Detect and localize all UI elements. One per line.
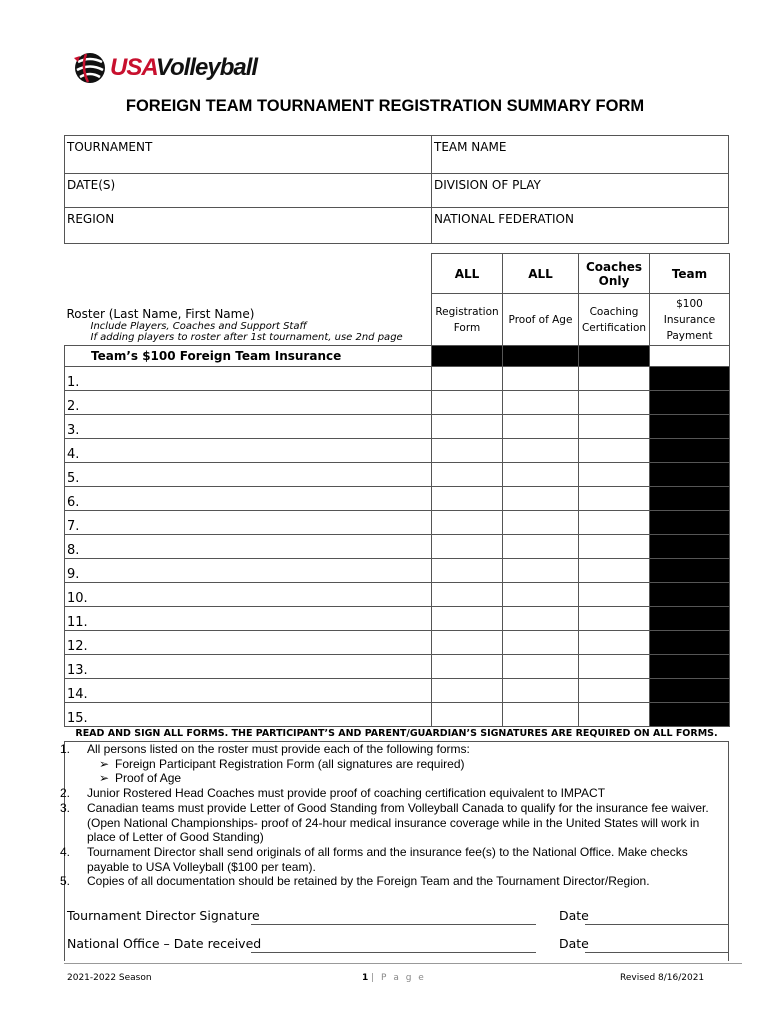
no-received-line[interactable]	[251, 952, 536, 953]
checkbox-cell[interactable]	[503, 679, 579, 703]
roster-row	[65, 655, 730, 679]
blacked-cell	[650, 655, 730, 679]
checkbox-cell[interactable]	[579, 679, 650, 703]
roster-table	[64, 253, 730, 727]
blacked-cell	[432, 346, 503, 367]
roster-row	[65, 583, 730, 607]
checkbox-cell[interactable]	[579, 391, 650, 415]
roster-name-cell[interactable]: 3.	[65, 415, 432, 439]
signature-section	[64, 905, 729, 961]
checkbox-cell[interactable]	[432, 391, 503, 415]
roster-row	[65, 559, 730, 583]
checkbox-cell[interactable]	[432, 511, 503, 535]
checkbox-cell[interactable]	[579, 535, 650, 559]
checkbox-cell[interactable]	[579, 415, 650, 439]
td-date-label: Date	[559, 908, 589, 923]
td-date-line[interactable]	[585, 924, 728, 925]
col-sub-proof-age: Proof of Age	[503, 294, 579, 346]
federation-field[interactable]	[432, 208, 729, 244]
roster-name-cell[interactable]: 2.	[65, 391, 432, 415]
team-name-field[interactable]	[432, 136, 729, 174]
dates-field[interactable]	[65, 174, 432, 208]
col-sub-coaching: Coaching Certification	[579, 294, 650, 346]
checkbox-cell[interactable]	[579, 463, 650, 487]
instruction-item: 3. Canadian teams must provide Letter of Good Standing from Volleyball Canada to qualify for the insurance fee waiver. (Open National Championships- proof of 24-hour medical insurance coverage while in the United States will work in place of Letter of Good Standing)	[60, 800, 709, 845]
roster-name-cell[interactable]: 10.	[65, 583, 432, 607]
arrow-bullet-icon: ➢	[99, 771, 110, 786]
blacked-cell	[650, 487, 730, 511]
roster-row	[65, 679, 730, 703]
blacked-cell	[579, 346, 650, 367]
roster-name-cell[interactable]: 13.	[65, 655, 432, 679]
col-sub-insurance: $100 Insurance Payment	[650, 294, 730, 346]
checkbox-cell[interactable]	[432, 439, 503, 463]
checkbox-cell[interactable]	[432, 703, 503, 727]
logo-wordmark: USAVolleyball	[110, 54, 258, 81]
roster-row	[65, 463, 730, 487]
tournament-info-table	[64, 135, 729, 244]
checkbox-cell[interactable]	[432, 487, 503, 511]
roster-title: Roster (Last Name, First Name)	[66, 307, 255, 321]
checkbox-cell[interactable]	[503, 607, 579, 631]
blacked-cell	[650, 535, 730, 559]
checkbox-cell[interactable]	[432, 607, 503, 631]
checkbox-cell[interactable]	[579, 655, 650, 679]
col-header-coaches: Coaches Only	[579, 254, 650, 294]
roster-row	[65, 703, 730, 727]
no-received-label: National Office – Date received	[67, 936, 262, 951]
col-header-proof-age: ALL	[503, 254, 579, 294]
td-signature-label: Tournament Director Signature	[67, 908, 260, 923]
roster-note-2: If adding players to roster after 1st tournament, use 2nd page	[90, 332, 403, 343]
checkbox-cell[interactable]	[503, 463, 579, 487]
blacked-cell	[650, 391, 730, 415]
td-signature-line[interactable]	[251, 924, 536, 925]
roster-name-cell[interactable]: 15.	[65, 703, 432, 727]
checkbox-cell[interactable]	[579, 511, 650, 535]
roster-name-cell[interactable]: 6.	[65, 487, 432, 511]
checkbox-cell[interactable]	[503, 415, 579, 439]
checkbox-cell[interactable]	[579, 367, 650, 391]
roster-row	[65, 487, 730, 511]
blacked-cell	[650, 583, 730, 607]
roster-name-cell[interactable]: 9.	[65, 559, 432, 583]
checkbox-cell[interactable]	[579, 439, 650, 463]
tournament-label: TOURNAMENT	[67, 140, 153, 154]
checkbox-cell[interactable]	[503, 439, 579, 463]
blacked-cell	[650, 559, 730, 583]
signature-notice: READ AND SIGN ALL FORMS. THE PARTICIPANT’S AND PARENT/GUARDIAN’S SIGNATURES ARE REQUIRED ON ALL FORMS.	[75, 728, 718, 739]
col-header-registration: ALL	[432, 254, 503, 294]
checkbox-cell[interactable]	[579, 487, 650, 511]
blacked-cell	[650, 703, 730, 727]
insurance-row-label: Team’s $100 Foreign Team Insurance	[65, 346, 432, 367]
tournament-field[interactable]	[65, 136, 432, 174]
blacked-cell	[650, 463, 730, 487]
checkbox-cell[interactable]	[579, 583, 650, 607]
roster-name-cell[interactable]: 5.	[65, 463, 432, 487]
blacked-cell	[650, 439, 730, 463]
roster-name-cell[interactable]: 11.	[65, 607, 432, 631]
footer-page: 1 | P a g e	[362, 973, 426, 983]
volleyball-icon	[72, 50, 108, 86]
roster-name-cell[interactable]: 1.	[65, 367, 432, 391]
instruction-item: 1. All persons listed on the roster must provide each of the following forms: ➢ Foreign Participant Registration Form (all signatures are required) ➢ Proof of Age	[65, 742, 728, 786]
blacked-cell	[650, 679, 730, 703]
checkbox-cell[interactable]	[432, 655, 503, 679]
checkbox-cell[interactable]	[579, 607, 650, 631]
col-sub-registration: Registration Form	[432, 294, 503, 346]
checkbox-cell[interactable]	[432, 559, 503, 583]
instruction-item: 5. Copies of all documentation should be retained by the Foreign Team and the Tournament Director/Region.	[60, 874, 650, 889]
roster-name-cell[interactable]: 7.	[65, 511, 432, 535]
region-field[interactable]	[65, 208, 432, 244]
roster-row	[65, 391, 730, 415]
blacked-cell	[650, 511, 730, 535]
blacked-cell	[650, 607, 730, 631]
roster-row	[65, 415, 730, 439]
instruction-item: 2. Junior Rostered Head Coaches must provide proof of coaching certification equivalent to IMPACT	[60, 786, 606, 801]
roster-row	[65, 511, 730, 535]
checkbox-cell[interactable]	[503, 487, 579, 511]
checkbox-cell[interactable]	[503, 391, 579, 415]
footer-revised: Revised 8/16/2021	[620, 973, 705, 983]
checkbox-cell[interactable]	[432, 463, 503, 487]
team-name-label: TEAM NAME	[434, 140, 507, 154]
roster-title-cell	[65, 254, 432, 346]
roster-row	[65, 535, 730, 559]
no-date-line[interactable]	[585, 952, 728, 953]
dates-label: DATE(S)	[67, 178, 116, 192]
checkbox-cell[interactable]	[432, 583, 503, 607]
division-label: DIVISION OF PLAY	[434, 178, 541, 192]
checkbox-cell[interactable]	[579, 703, 650, 727]
roster-row	[65, 607, 730, 631]
checkbox-cell[interactable]	[503, 583, 579, 607]
blacked-cell	[650, 367, 730, 391]
arrow-bullet-icon: ➢	[99, 756, 110, 771]
checkbox-cell[interactable]	[432, 367, 503, 391]
checkbox-cell[interactable]	[579, 559, 650, 583]
roster-note-1: Include Players, Coaches and Support Staff	[90, 321, 307, 332]
roster-name-cell[interactable]: 8.	[65, 535, 432, 559]
checkbox-cell[interactable]	[503, 559, 579, 583]
checkbox-cell[interactable]	[432, 415, 503, 439]
checkbox-cell[interactable]	[503, 367, 579, 391]
roster-name-cell[interactable]: 14.	[65, 679, 432, 703]
roster-row	[65, 439, 730, 463]
instruction-bullet: ➢ Foreign Participant Registration Form (all signatures are required)	[99, 756, 465, 771]
checkbox-cell[interactable]	[503, 631, 579, 655]
roster-name-cell[interactable]: 4.	[65, 439, 432, 463]
footer-divider	[64, 963, 742, 964]
no-date-label: Date	[559, 936, 589, 951]
region-label: REGION	[67, 212, 115, 226]
insurance-checkbox-cell[interactable]	[650, 346, 730, 367]
col-header-team: Team	[650, 254, 730, 294]
usa-volleyball-logo	[72, 48, 257, 88]
checkbox-cell[interactable]	[503, 535, 579, 559]
blacked-cell	[650, 415, 730, 439]
checkbox-cell[interactable]	[503, 511, 579, 535]
blacked-cell	[650, 631, 730, 655]
checkbox-cell[interactable]	[503, 655, 579, 679]
instruction-bullet: ➢ Proof of Age	[99, 771, 182, 786]
roster-name-cell[interactable]: 12.	[65, 631, 432, 655]
checkbox-cell[interactable]	[432, 535, 503, 559]
federation-label: NATIONAL FEDERATION	[434, 212, 574, 226]
roster-row	[65, 367, 730, 391]
division-field[interactable]	[432, 174, 729, 208]
checkbox-cell[interactable]	[579, 631, 650, 655]
footer-season: 2021-2022 Season	[67, 973, 152, 983]
roster-row	[65, 631, 730, 655]
blacked-cell	[503, 346, 579, 367]
form-title: FOREIGN TEAM TOURNAMENT REGISTRATION SUMMARY FORM	[125, 97, 645, 115]
checkbox-cell[interactable]	[432, 679, 503, 703]
instructions-box	[60, 741, 729, 905]
instruction-item: 4. Tournament Director shall send originals of all forms and the insurance fee(s) to the National Office. Make checks payable to USA Volleyball ($100 per team).	[60, 844, 688, 874]
checkbox-cell[interactable]	[432, 631, 503, 655]
checkbox-cell[interactable]	[503, 703, 579, 727]
